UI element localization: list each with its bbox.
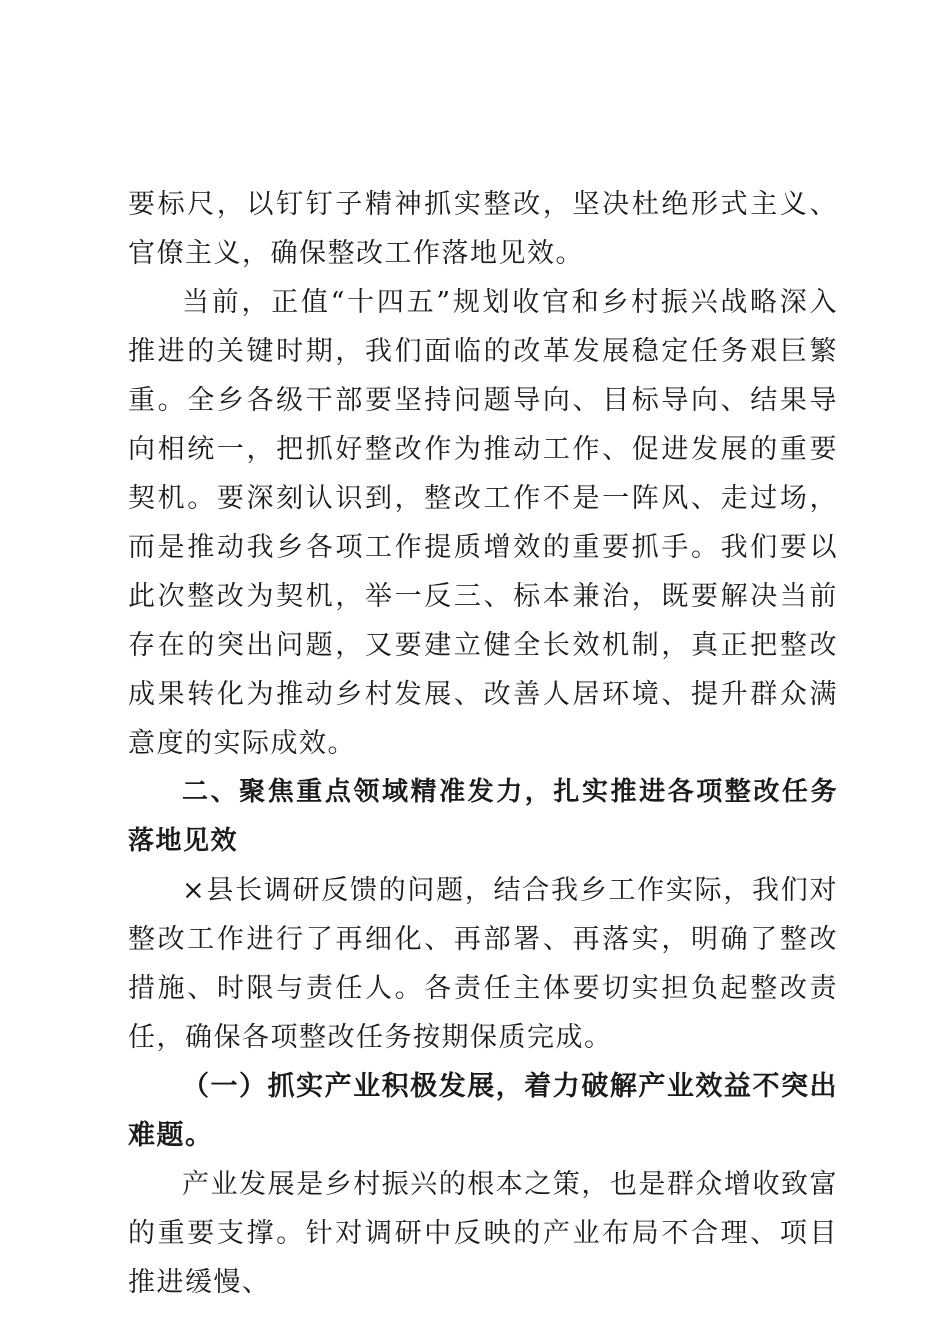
document-body: [128, 180, 838, 1307]
paragraph-feedback: ×县长调研反馈的问题，结合我乡工作实际，我们对整改工作进行了再细化、再部署、再落实，明确了整改措施、时限与责任人。各责任主体要切实担负起整改责任，确保各项整改任务按期保质完成。: [128, 875, 838, 1053]
paragraph-continuation: 要标尺，以钉钉子精神抓实整改，坚决杜绝形式主义、官僚主义，确保整改工作落地见效。: [128, 189, 838, 269]
paragraph-current-period: 当前，正值“十四五”规划收官和乡村振兴战略深入推进的关键时期，我们面临的改革发展稳定任务艰巨繁重。全乡各级干部要坚持问题导向、目标导向、结果导向相统一，把抓好整改作为推动工作、促进发展的重要契机。要深刻认识到，整改工作不是一阵风、走过场，而是推动我乡各项工作提质增效的重要抓手。我们要以此次整改为契机，举一反三、标本兼治，既要解决当前存在的突出问题，又要建立健全长效机制，真正把整改成果转化为推动乡村发展、改善人居环境、提升群众满意度的实际成效。: [128, 287, 838, 759]
subheading-industry: （一）抓实产业积极发展，着力破解产业效益不突出难题。: [128, 1071, 838, 1151]
section-heading-2: 二、聚焦重点领域精准发力，扎实推进各项整改任务落地见效: [128, 777, 838, 856]
paragraph-industry: 产业发展是乡村振兴的根本之策，也是群众增收致富的重要支撑。针对调研中反映的产业布局不合理、项目推进缓慢、: [128, 1169, 838, 1298]
